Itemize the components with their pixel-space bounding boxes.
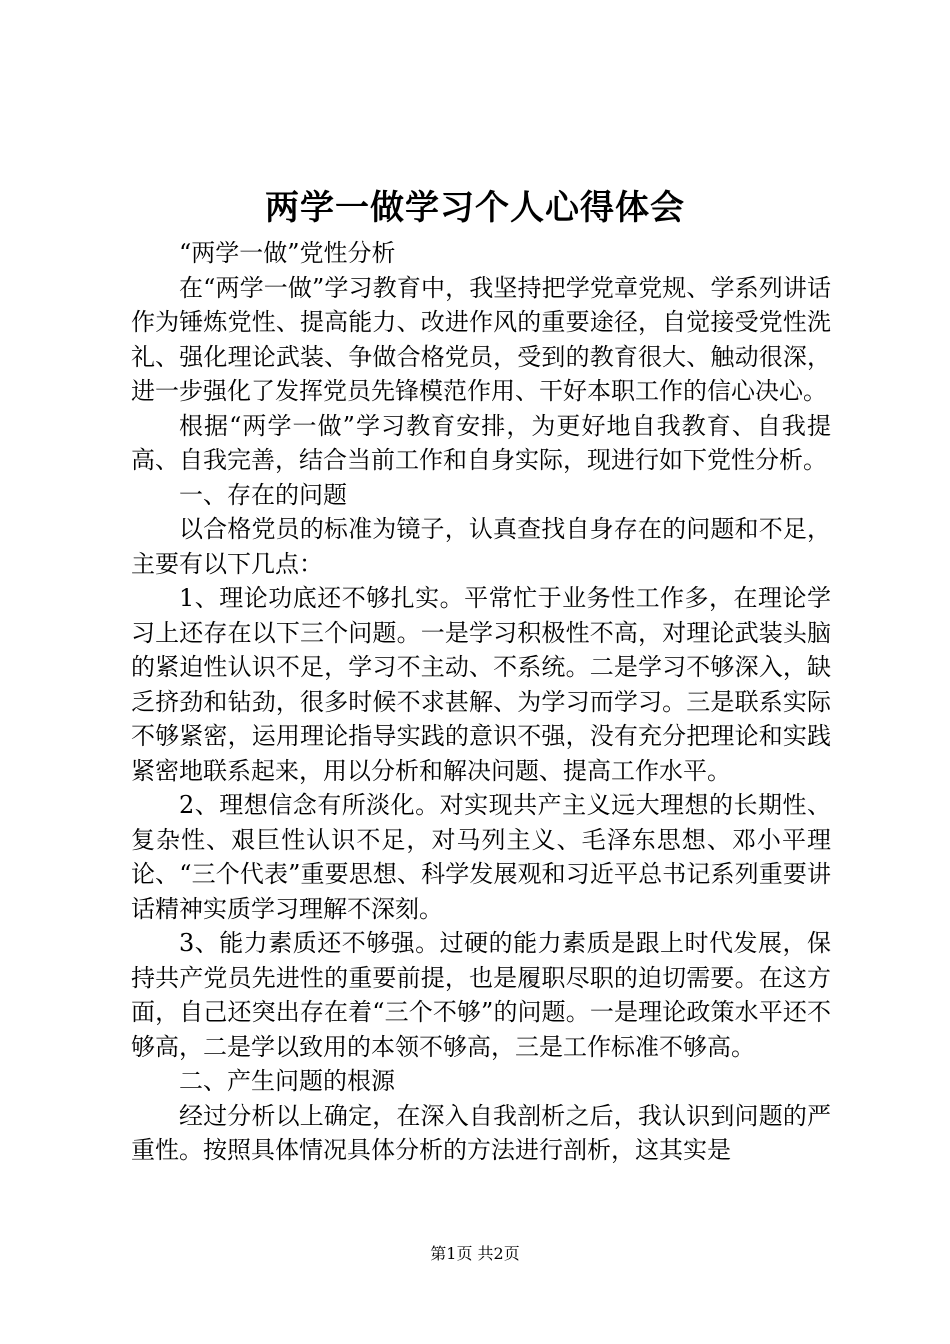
section-subtitle: “两学一做”党性分析 [179,239,396,267]
document-body [131,236,831,1168]
paragraph-problem-1: 1、理论功底还不够扎实。平常忙于业务性工作多，在理论学习上还存在以下三个问题。一是学习积极性不高，对理论武装头脑的紧迫性认识不足，学习不主动、不系统。二是学习不够深入，缺乏挤劲和钻劲，很多时候不求甚解、为学习而学习。三是联系实际不够紧密，运用理论指导实践的意识不强，没有充分把理论和实践紧密地联系起来，用以分析和解决问题、提高工作水平。 [131,584,831,785]
section-heading-roots: 二、产生问题的根源 [179,1067,395,1095]
paragraph-problem-3: 3、能力素质还不够强。过硬的能力素质是跟上时代发展，保持共产党员先进性的重要前提，也是履职尽职的迫切需要。在这方面，自己还突出存在着“三个不够”的问题。一是理论政策水平还不够高，二是学以致用的本领不够高，三是工作标准不够高。 [131,929,831,1061]
paragraph-intro: 在“两学一做”学习教育中，我坚持把学党章党规、学系列讲话作为锤炼党性、提高能力、改进作风的重要途径，自觉接受党性洗礼、强化理论武装、争做合格党员，受到的教育很大、触动很深，进一步强化了发挥党员先锋模范作用、干好本职工作的信心决心。 [131,273,831,405]
page-footer: 第1页 共2页 [430,1244,520,1263]
section-heading-problems: 一、存在的问题 [179,480,347,509]
paragraph-problems-intro: 以合格党员的标准为镜子，认真查找自身存在的问题和不足，主要有以下几点： [131,515,831,578]
paragraph-roots: 经过分析以上确定，在深入自我剖析之后，我认识到问题的严重性。按照具体情况具体分析的方法进行剖析，这其实是 [131,1101,831,1164]
document-title: 两学一做学习个人心得体会 [265,188,685,228]
paragraph-purpose: 根据“两学一做”学习教育安排，为更好地自我教育、自我提高、自我完善，结合当前工作和自身实际，现进行如下党性分析。 [131,411,831,474]
paragraph-problem-2: 2、理想信念有所淡化。对实现共产主义远大理想的长期性、复杂性、艰巨性认识不足，对马列主义、毛泽东思想、邓小平理论、“三个代表”重要思想、科学发展观和习近平总书记系列重要讲话精神实质学习理解不深刻。 [131,791,831,923]
